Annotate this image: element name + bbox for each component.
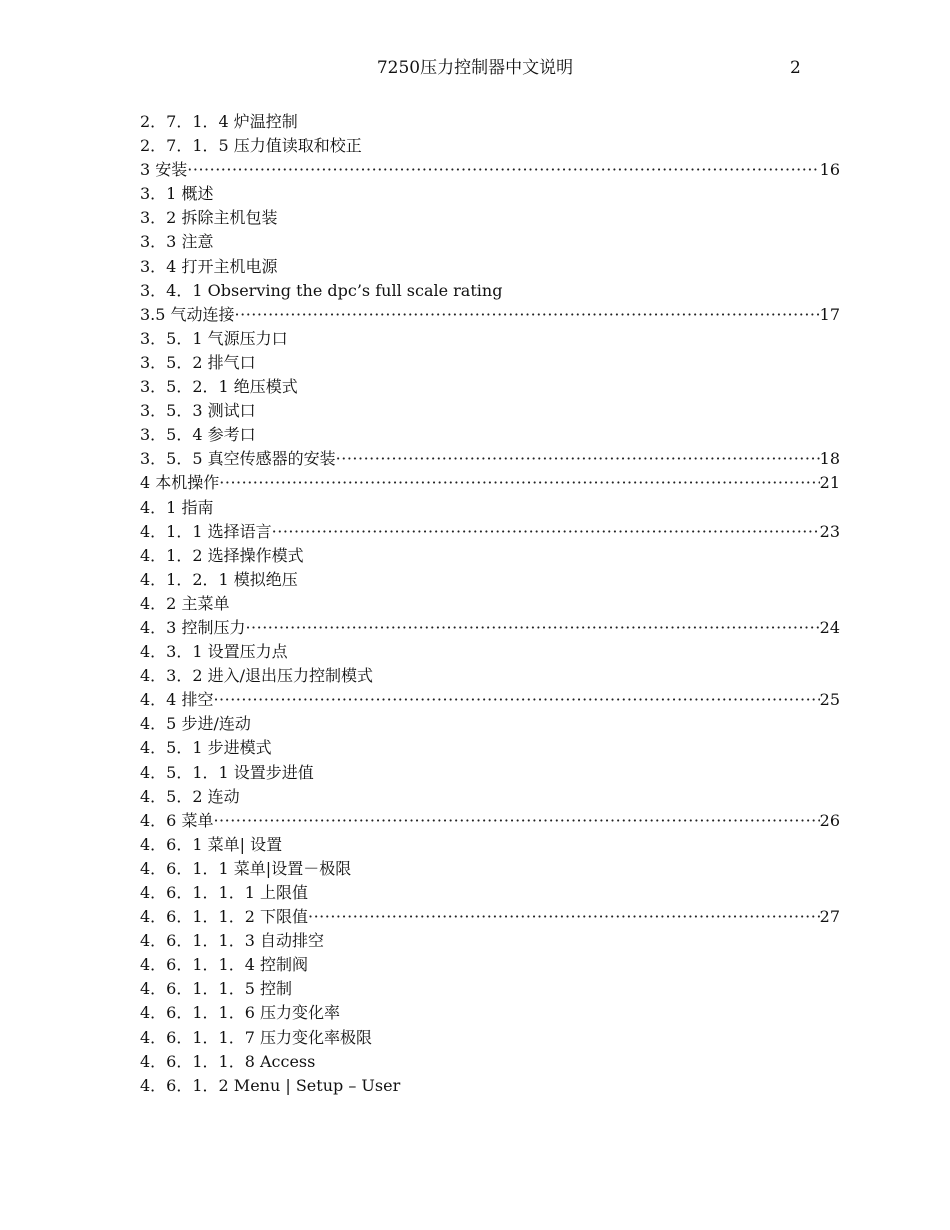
toc-entry bbox=[140, 953, 840, 977]
toc-dot-leader bbox=[213, 809, 819, 833]
toc-entry bbox=[140, 785, 840, 809]
toc-entry bbox=[140, 857, 840, 881]
toc-entry-label: 3．5．3 测试口 bbox=[140, 401, 256, 421]
toc-entry-label: 3 安装 bbox=[140, 160, 188, 180]
toc-dot-leader bbox=[219, 471, 819, 495]
toc-entry bbox=[140, 255, 840, 279]
toc-entry bbox=[140, 712, 840, 736]
toc-entry bbox=[140, 544, 840, 568]
toc-entry-label: 3．5．1 气源压力口 bbox=[140, 328, 288, 348]
toc-entry-label: 4．1．1 选择语言 bbox=[140, 521, 272, 541]
toc-entry-page: 27 bbox=[819, 907, 840, 927]
toc-entry bbox=[140, 230, 840, 254]
toc-entry-label: 3．3 注意 bbox=[140, 232, 214, 252]
toc-entry bbox=[140, 1050, 840, 1074]
toc-entry-label: 3．1 概述 bbox=[140, 184, 214, 204]
toc-entry-page: 25 bbox=[819, 690, 840, 710]
document-title: 7250压力控制器中文说明 bbox=[376, 58, 574, 78]
toc-entry bbox=[140, 833, 840, 857]
toc-entry-label: 4．1．2 选择操作模式 bbox=[140, 545, 304, 565]
toc-entry-label: 2．7．1．5 压力值读取和校正 bbox=[140, 136, 362, 156]
toc-dot-leader bbox=[272, 520, 820, 544]
toc-entry bbox=[140, 520, 840, 544]
toc-entry-label: 4．6．1．1．6 压力变化率 bbox=[140, 1003, 340, 1023]
toc-dot-leader bbox=[213, 688, 819, 712]
toc-dot-leader bbox=[235, 303, 820, 327]
toc-entry-label: 3．2 拆除主机包装 bbox=[140, 208, 278, 228]
toc-entry-label: 4．6．1．1．7 压力变化率极限 bbox=[140, 1027, 372, 1047]
toc-entry bbox=[140, 447, 840, 471]
toc-entry-label: 4．5 步进/连动 bbox=[140, 714, 251, 734]
toc-entry bbox=[140, 809, 840, 833]
toc-entry-label: 3．5．2 排气口 bbox=[140, 352, 256, 372]
toc-entry bbox=[140, 1074, 840, 1098]
toc-entry bbox=[140, 375, 840, 399]
toc-entry-label: 2．7．1．4 炉温控制 bbox=[140, 112, 298, 131]
toc-entry-label: 4．6．1 菜单| 设置 bbox=[140, 834, 283, 854]
toc-entry-label: 4．6．1．1．4 控制阀 bbox=[140, 955, 308, 975]
toc-entry-label: 3．5．4 参考口 bbox=[140, 425, 256, 445]
toc-entry-label: 4．3．1 设置压力点 bbox=[140, 642, 288, 662]
toc-entry bbox=[140, 110, 840, 134]
toc-entry-label: 4．5．1．1 设置步进值 bbox=[140, 762, 314, 782]
toc-entry bbox=[140, 206, 840, 230]
toc-entry-label: 4．2 主菜单 bbox=[140, 593, 230, 613]
toc-entry-label: 4．6．1．1．3 自动排空 bbox=[140, 931, 324, 951]
toc-entry bbox=[140, 977, 840, 1001]
toc-entry bbox=[140, 616, 840, 640]
toc-entry-page: 17 bbox=[819, 304, 840, 324]
toc-entry bbox=[140, 423, 840, 447]
toc-entry bbox=[140, 881, 840, 905]
toc-entry bbox=[140, 182, 840, 206]
toc-entry-label: 4．1．2．1 模拟绝压 bbox=[140, 569, 298, 589]
toc-entry bbox=[140, 496, 840, 520]
toc-entry-page: 16 bbox=[819, 160, 840, 180]
toc-entry-label: 3．5．2．1 绝压模式 bbox=[140, 377, 298, 397]
toc-entry-label: 3．4．1 Observing the dpc’s full scale rating bbox=[140, 280, 503, 300]
toc-entry bbox=[140, 761, 840, 785]
toc-entry bbox=[140, 664, 840, 688]
toc-entry-label: 4．6．1．1．8 Access bbox=[140, 1051, 316, 1071]
toc-entry bbox=[140, 1026, 840, 1050]
toc-entry-label: 4．4 排空 bbox=[140, 690, 214, 710]
toc-entry-label: 4．5．1 步进模式 bbox=[140, 738, 272, 758]
toc-entry-label: 4．3．2 进入/退出压力控制模式 bbox=[140, 666, 374, 686]
toc-entry-label: 3.5 气动连接 bbox=[140, 304, 235, 324]
page-header bbox=[0, 56, 950, 80]
toc-entry-page: 21 bbox=[819, 473, 840, 493]
toc-dot-leader bbox=[245, 616, 819, 640]
toc-entry-label: 4．6．1．1．5 控制 bbox=[140, 979, 292, 999]
toc-entry-label: 4．3 控制压力 bbox=[140, 617, 246, 637]
toc-entry-page: 24 bbox=[819, 617, 840, 637]
toc-dot-leader bbox=[187, 158, 819, 182]
toc-entry bbox=[140, 929, 840, 953]
toc-entry-page: 23 bbox=[819, 521, 840, 541]
toc-dot-leader bbox=[308, 905, 820, 929]
toc-entry bbox=[140, 399, 840, 423]
toc-entry bbox=[140, 592, 840, 616]
toc-entry bbox=[140, 303, 840, 327]
toc-entry-label: 4．6．1．2 Menu | Setup – User bbox=[140, 1075, 401, 1095]
toc-entry bbox=[140, 736, 840, 760]
toc-entry-label: 4 本机操作 bbox=[140, 473, 220, 493]
toc-entry bbox=[140, 905, 840, 929]
toc-entry bbox=[140, 279, 840, 303]
table-of-contents bbox=[140, 110, 840, 1098]
toc-entry-label: 4．6．1．1 菜单|设置－极限 bbox=[140, 858, 352, 878]
toc-entry bbox=[140, 688, 840, 712]
toc-entry-label: 3．5．5 真空传感器的安装 bbox=[140, 449, 336, 469]
toc-entry-label: 4．6 菜单 bbox=[140, 810, 214, 830]
toc-entry bbox=[140, 158, 840, 182]
toc-entry bbox=[140, 568, 840, 592]
page-number: 2 bbox=[790, 58, 801, 78]
toc-entry-page: 18 bbox=[819, 449, 840, 469]
toc-entry bbox=[140, 327, 840, 351]
toc-entry bbox=[140, 640, 840, 664]
toc-entry-label: 4．5．2 连动 bbox=[140, 786, 240, 806]
toc-entry bbox=[140, 134, 840, 158]
toc-entry-page: 26 bbox=[819, 810, 840, 830]
toc-entry bbox=[140, 351, 840, 375]
toc-dot-leader bbox=[336, 447, 820, 471]
toc-entry-label: 3．4 打开主机电源 bbox=[140, 256, 278, 276]
toc-entry-label: 4．6．1．1．1 上限值 bbox=[140, 883, 308, 902]
toc-entry-label: 4．6．1．1．2 下限值 bbox=[140, 907, 308, 927]
toc-entry bbox=[140, 471, 840, 495]
toc-entry bbox=[140, 1001, 840, 1025]
toc-entry-label: 4．1 指南 bbox=[140, 497, 214, 517]
